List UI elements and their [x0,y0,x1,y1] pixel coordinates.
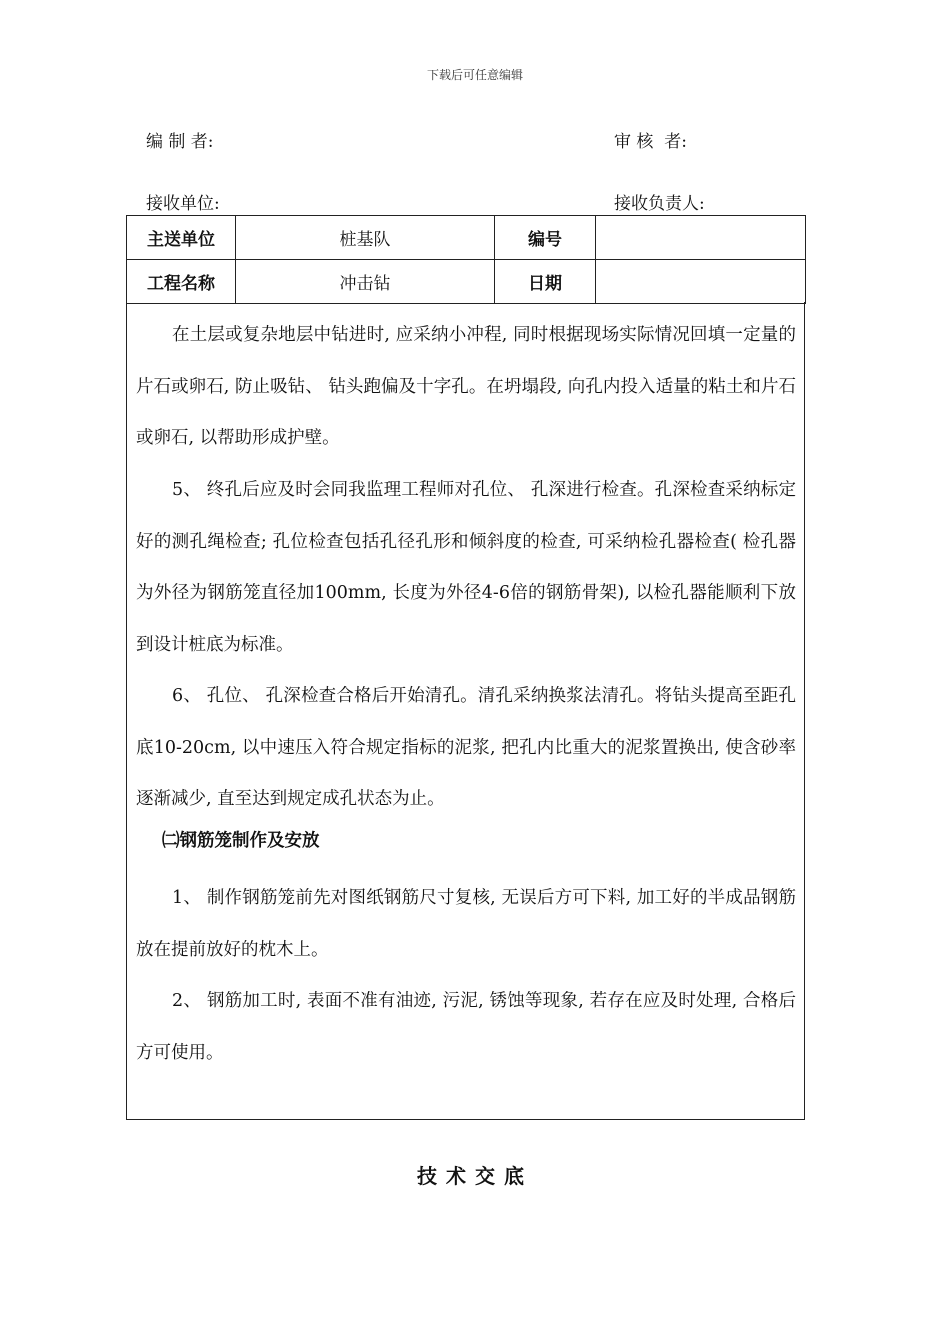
reviewer-label: 审 核 者: [614,132,687,152]
number-label: 编号 [495,216,596,260]
project-label: 工程名称 [127,260,236,304]
project-value: 冲击钻 [236,260,495,304]
paragraph-hole-check: 5、 终孔后应及时会同我监理工程师对孔位、 孔深进行检查。孔深检查采纳标定好的测孔绳检查; 孔位检查包括孔径孔形和倾斜度的检查, 可采纳检孔器检查( 检孔器为外径为钢筋笼直径加100mm, 长度为外径4-6倍的钢筋骨架), 以检孔器能顺利下放到设计桩底为标准。 [136,480,796,655]
download-note: 下载后可任意编辑 [426,68,523,82]
send-unit-label: 主送单位 [127,216,236,260]
editor-label: 编 制 者: [146,132,214,152]
receiver-unit-label: 接收单位: [146,194,220,214]
number-value [596,216,806,260]
date-value [596,260,806,304]
paragraph-drilling: 在土层或复杂地层中钻进时, 应采纳小冲程, 同时根据现场实际情况回填一定量的片石或卵石, 防止吸钻、 钻头跑偏及十字孔。在坍塌段, 向孔内投入适量的粘土和片石或卵石, 以帮助形成护壁。 [136,325,796,448]
section-heading-cage: ㈡钢筋笼制作及安放 [162,831,320,851]
info-row-project [127,260,806,304]
receiver-person-label: 接收负责人: [614,194,705,214]
date-label: 日期 [495,260,596,304]
send-unit-value: 桩基队 [236,216,495,260]
paragraph-hole-cleaning: 6、 孔位、 孔深检查合格后开始清孔。清孔采纳换浆法清孔。将钻头提高至距孔底10-20cm, 以中速压入符合规定指标的泥浆, 把孔内比重大的泥浆置换出, 使含砂率逐渐减少, 直至达到规定成孔状态为止。 [136,686,796,809]
info-table [126,215,806,304]
paragraph-cage-fabrication: 1、 制作钢筋笼前先对图纸钢筋尺寸复核, 无误后方可下料, 加工好的半成品钢筋放在提前放好的枕木上。 [136,888,796,960]
paragraph-rebar-processing: 2、 钢筋加工时, 表面不准有油迹, 污泥, 锈蚀等现象, 若存在应及时处理, 合格后方可使用。 [136,991,796,1063]
info-row-send [127,216,806,260]
document-title: 技术交底 [417,1164,533,1188]
